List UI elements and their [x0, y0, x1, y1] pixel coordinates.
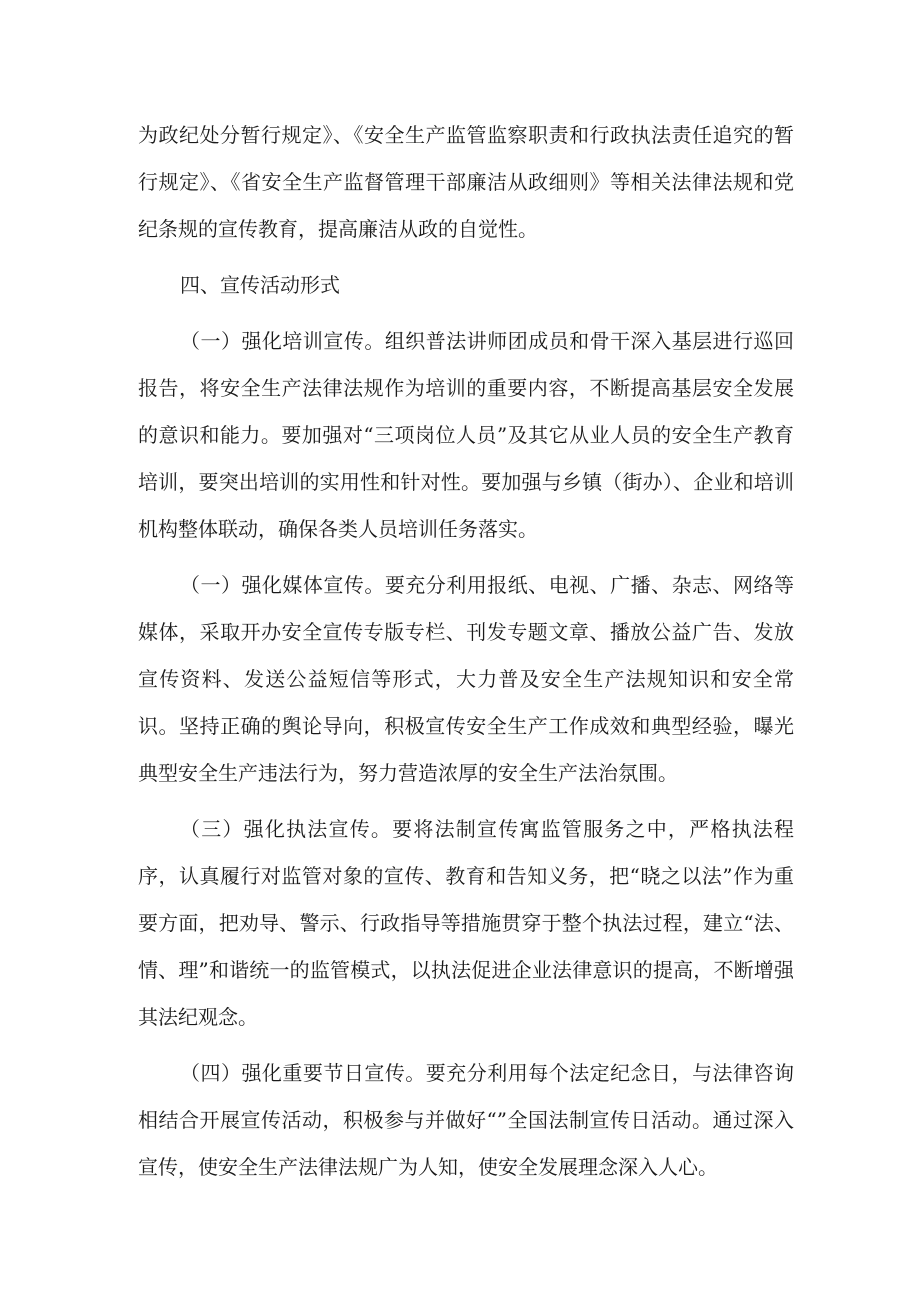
paragraph-media-publicity: （一）强化媒体宣传。要充分利用报纸、电视、广播、杂志、网络等媒体，采取开办安全宣传专版专栏、刊发专题文章、播放公益广告、发放宣传资料、发送公益短信等形式，大力普及安全生产法规知识和安全常识。坚持正确的舆论导向，积极宣传安全生产工作成效和典型经验，曝光典型安全生产违法行为，努力营造浓厚的安全生产法治氛围。: [138, 573, 794, 785]
paragraph-continuation: 为政纪处分暂行规定》、《安全生产监管监察职责和行政执法责任追究的暂行规定》、《省安全生产监督管理干部廉洁从政细则》等相关法律法规和党纪条规的宣传教育，提高廉洁从政的自觉性。: [138, 123, 794, 241]
paragraph-spacer: [138, 309, 794, 318]
document-body: [138, 112, 794, 1191]
paragraph-spacer: [138, 253, 794, 262]
paragraph-enforcement-publicity: （三）强化执法宣传。要将法制宣传寓监管服务之中，严格执法程序，认真履行对监管对象的宣传、教育和告知义务，把“晓之以法”作为重要方面，把劝导、警示、行政指导等措施贯穿于整个执法过程，建立“法、情、理”和谐统一的监管模式，以执法促进企业法律意识的提高，不断增强其法纪观念。: [138, 817, 794, 1029]
paragraph-spacer: [138, 1041, 794, 1050]
section-heading: 四、宣传活动形式: [180, 273, 340, 297]
paragraph-training-publicity: （一）强化培训宣传。组织普法讲师团成员和骨干深入基层进行巡回报告，将安全生产法律法规作为培训的重要内容，不断提高基层安全发展的意识和能力。要加强对“三项岗位人员”及其它从业人员的安全生产教育培训，要突出培训的实用性和针对性。要加强与乡镇（街办）、企业和培训机构整体联动，确保各类人员培训任务落实。: [138, 329, 794, 541]
paragraph-spacer: [138, 797, 794, 806]
paragraph-spacer: [138, 553, 794, 562]
paragraph-holiday-publicity: （四）强化重要节日宣传。要充分利用每个法定纪念日，与法律咨询相结合开展宣传活动，积极参与并做好“”全国法制宣传日活动。通过深入宣传，使安全生产法律法规广为人知，使安全发展理念深入人心。: [138, 1061, 794, 1179]
